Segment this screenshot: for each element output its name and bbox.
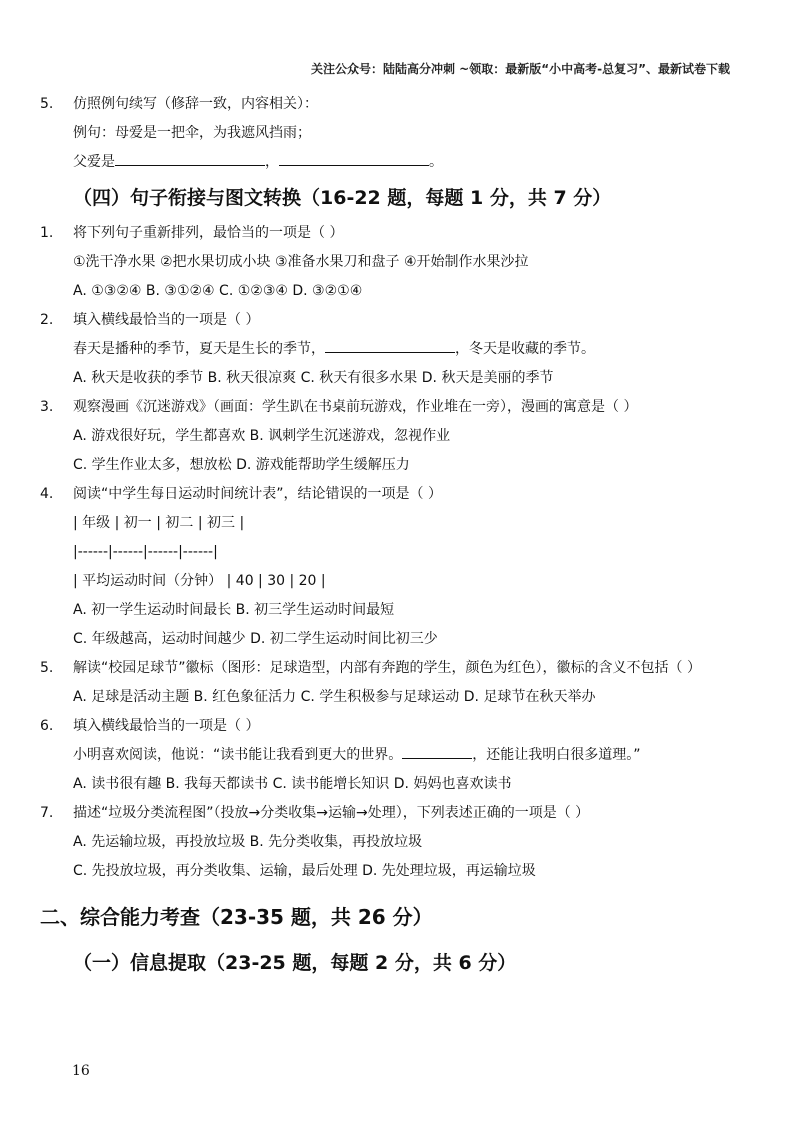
answer-blank-2[interactable] xyxy=(279,151,429,166)
question-number: 2. xyxy=(40,312,54,328)
answer-blank[interactable] xyxy=(325,338,455,353)
question-3 xyxy=(40,393,740,422)
answer-blank-1[interactable] xyxy=(115,151,265,166)
question-prompt: 观察漫画《沉迷游戏》（画面：学生趴在书桌前玩游戏，作业堆在一旁），漫画的寓意是（ ） xyxy=(73,399,638,415)
question-number: 6. xyxy=(40,718,54,734)
sentence-part-a: 小明喜欢阅读，他说：“读书能让我看到更大的世界。 xyxy=(73,747,403,763)
question-prompt: 描述“垃圾分类流程图”（投放→分类收集→运输→处理），下列表述正确的一项是（ ） xyxy=(73,805,590,821)
table-row-3: | 平均运动时间（分钟） | 40 | 30 | 20 | xyxy=(73,573,326,589)
page-content xyxy=(40,90,740,984)
question-7-options-2: C. 先投放垃圾，再分类收集、运输，最后处理 D. 先处理垃圾，再运输垃圾 xyxy=(73,863,536,879)
question-5-options: A. 足球是活动主题 B. 红色象征活力 C. 学生积极参与足球运动 D. 足球节在秋天举办 xyxy=(73,689,596,705)
question-number: 1. xyxy=(40,225,54,241)
question-prompt: 将下列句子重新排列，最恰当的一项是（ ） xyxy=(73,225,344,241)
part-2-subtitle: （一）信息提取（23-25 题，每题 2 分，共 6 分） xyxy=(73,952,517,974)
question-6-options: A. 读书很有趣 B. 我每天都读书 C. 读书能增长知识 D. 妈妈也喜欢读书 xyxy=(73,776,512,792)
question-3-options-1: A. 游戏很好玩，学生都喜欢 B. 讽刺学生沉迷游戏，忽视作业 xyxy=(73,428,451,444)
question-prompt: 解读“校园足球节”徽标（图形：足球造型，内部有奔跑的学生，颜色为红色），徽标的含义不包括（ ） xyxy=(73,660,701,676)
question-1-items: ①洗干净水果 ②把水果切成小块 ③准备水果刀和盘子 ④开始制作水果沙拉 xyxy=(73,254,529,270)
question-5-prev xyxy=(40,90,740,119)
question-2 xyxy=(40,306,740,335)
question-number: 7. xyxy=(40,805,54,821)
question-prompt: 仿照例句续写（修辞一致，内容相关）： xyxy=(73,96,318,112)
question-number: 4. xyxy=(40,486,54,502)
question-number: 5. xyxy=(40,660,54,676)
page-header: 关注公众号：陆陆高分冲刺 ~领取：最新版“小中高考-总复习”、最新试卷下载 xyxy=(311,62,730,76)
table-row-2: |------|------|------|------| xyxy=(73,544,218,560)
question-prompt: 填入横线最恰当的一项是（ ） xyxy=(73,312,260,328)
answer-start: 父爱是 xyxy=(73,154,115,170)
question-4-options-2: C. 年级越高，运动时间越少 D. 初二学生运动时间比初三少 xyxy=(73,631,438,647)
sentence-part-b: ，还能让我明白很多道理。” xyxy=(472,747,641,763)
question-2-options: A. 秋天是收获的季节 B. 秋天很凉爽 C. 秋天有很多水果 D. 秋天是美丽的季节 xyxy=(73,370,554,386)
question-1-options: A. ①③②④ B. ③①②④ C. ①②③④ D. ③②①④ xyxy=(73,283,363,299)
question-1 xyxy=(40,219,740,248)
table-row-1: | 年级 | 初一 | 初二 | 初三 | xyxy=(73,515,245,531)
period: 。 xyxy=(429,154,443,170)
question-5 xyxy=(40,654,740,683)
question-6-sentence xyxy=(40,741,740,770)
question-7-options-1: A. 先运输垃圾，再投放垃圾 B. 先分类收集，再投放垃圾 xyxy=(73,834,423,850)
question-4 xyxy=(40,480,740,509)
question-7 xyxy=(40,799,740,828)
comma: ， xyxy=(265,154,279,170)
answer-line xyxy=(40,148,740,177)
question-number: 5. xyxy=(40,96,54,112)
sentence-part-b: ，冬天是收藏的季节。 xyxy=(455,341,595,357)
question-prompt: 阅读“中学生每日运动时间统计表”，结论错误的一项是（ ） xyxy=(73,486,442,502)
example-sentence: 例句：母爱是一把伞，为我遮风挡雨； xyxy=(73,125,311,141)
question-4-options-1: A. 初一学生运动时间最长 B. 初三学生运动时间最短 xyxy=(73,602,395,618)
question-3-options-2: C. 学生作业太多，想放松 D. 游戏能帮助学生缓解压力 xyxy=(73,457,410,473)
section-4-title: （四）句子衔接与图文转换（16-22 题，每题 1 分，共 7 分） xyxy=(73,187,612,209)
page-number: 16 xyxy=(72,1063,90,1079)
part-2-title: 二、综合能力考查（23-35 题，共 26 分） xyxy=(40,905,433,929)
question-6 xyxy=(40,712,740,741)
question-2-sentence xyxy=(40,335,740,364)
question-number: 3. xyxy=(40,399,54,415)
question-prompt: 填入横线最恰当的一项是（ ） xyxy=(73,718,260,734)
answer-blank[interactable] xyxy=(402,744,472,759)
sentence-part-a: 春天是播种的季节，夏天是生长的季节， xyxy=(73,341,325,357)
